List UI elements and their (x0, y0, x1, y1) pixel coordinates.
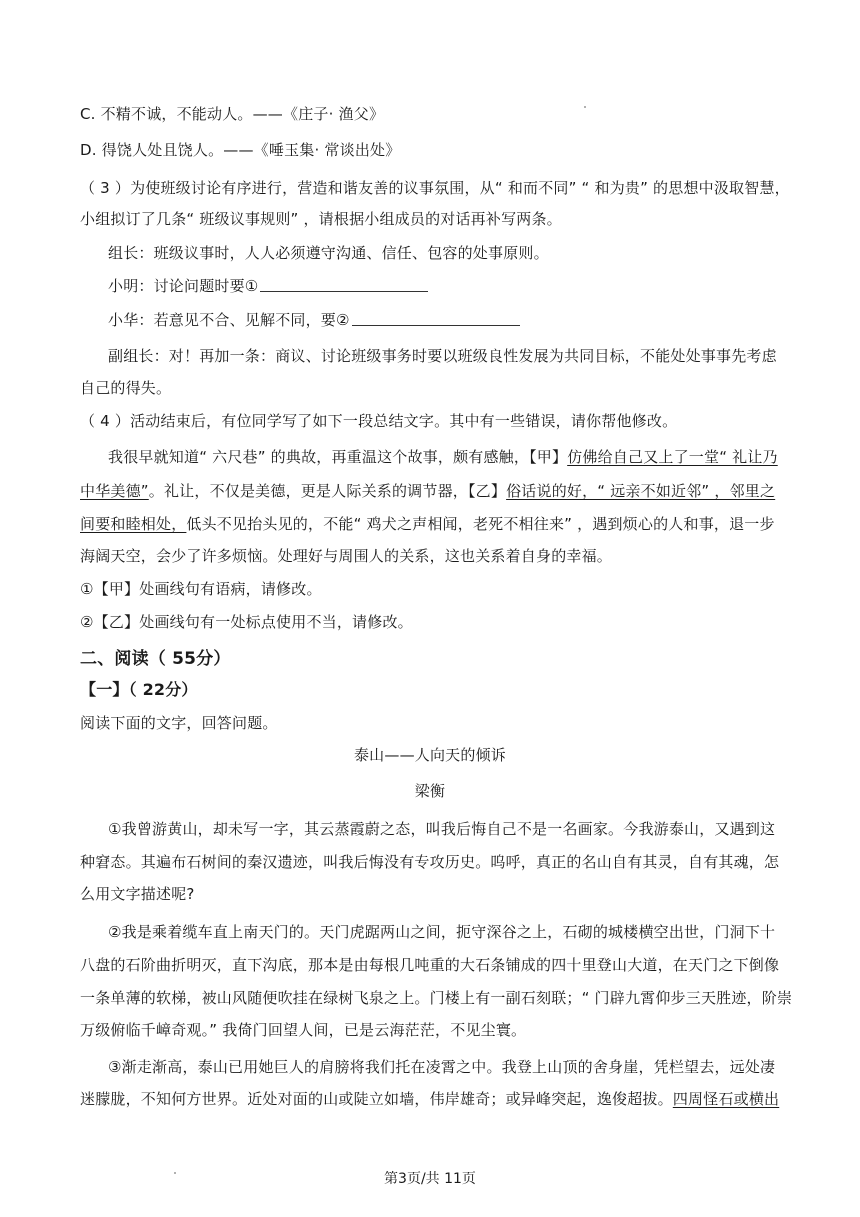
option-c: C. 不精不诚，不能动人。——《庄子· 渔父》 (80, 105, 385, 123)
underlined-sentence-p3: 四周怪石或横出 (672, 1090, 780, 1108)
section-heading-reading: 二、阅读（ 55分） (80, 649, 231, 669)
part-heading-1: 【一】（ 22分） (80, 680, 198, 699)
underlined-sentence-jia: 仿佛给自己又上了一堂“ 礼让乃 (567, 448, 778, 466)
question-4: （ 4 ）活动结束后，有位同学写了如下一段总结文字。其中有一些错误，请你帮他修改。 (80, 412, 678, 430)
summary-text: 。礼让，不仅是美德，更是人际关系的调节器，【乙】 (148, 482, 507, 500)
article-p1-line-3: 么用文字描述呢? (80, 885, 195, 903)
summary-line-4: 海阔天空，会少了许多烦恼。处理好与周围人的关系，这也关系着自身的幸福。 (80, 547, 613, 565)
question-3-line-2: 小组拟订了几条“ 班级议事规则” ，请根据小组成员的对话再补写两条。 (80, 210, 562, 228)
article-p2-line-2: 八盘的石阶曲折明灭，直下沟底，那本是由每根几吨重的大石条铺成的四十里登山大道，在天门之下倒像 (80, 956, 780, 974)
answer-blank-1[interactable] (260, 277, 428, 292)
dialogue-vice-line-1: 副组长：对！再加一条：商议、讨论班级事务时要以班级良性发展为共同目标，不能处处事事先考虑 (108, 347, 777, 365)
article-p2-line-1: ②我是乘着缆车直上南天门的。天门虎踞两山之间，扼守深谷之上，石砌的城楼横空出世，门洞下十 (108, 923, 776, 941)
summary-line-3 (80, 514, 775, 534)
dialogue-xiaoming-text: 小明：讨论问题时要① (108, 277, 259, 295)
article-author: 梁衡 (414, 782, 446, 800)
reading-instruction: 阅读下面的文字，回答问题。 (80, 714, 278, 732)
summary-line-2 (80, 481, 775, 501)
underlined-sentence-yi-end: 间要和睦相处， (80, 515, 187, 533)
article-p1-line-2: 种窘态。其遍布石树间的秦汉遗迹，叫我后悔没有专攻历史。呜呼，真正的名山自有其灵，自有其魂，怎 (80, 853, 780, 871)
option-d: D. 得饶人处且饶人。——《唾玉集· 常谈出处》 (80, 141, 401, 159)
article-p1-line-1: ①我曾游黄山，却未写一字，其云蒸霞蔚之态，叫我后悔自己不是一名画家。今我游泰山，又遇到这 (108, 820, 776, 838)
underlined-sentence-yi: 俗话说的好，“ 远亲不如近邻” ，邻里之 (506, 482, 776, 500)
dialogue-xiaohua-text: 小华：若意见不合、见解不同，要② (108, 311, 350, 329)
article-title: 泰山——人向天的倾诉 (353, 746, 506, 764)
page-footer: 第3页/共 11页 (384, 1171, 476, 1187)
fix-item-1: ①【甲】处画线句有语病，请修改。 (80, 580, 322, 598)
article-p3-line-2 (80, 1089, 779, 1109)
summary-line-1 (108, 447, 778, 467)
fix-item-2: ②【乙】处画线句有一处标点使用不当，请修改。 (80, 613, 413, 631)
answer-blank-2[interactable] (352, 311, 520, 326)
article-p2-line-4: 万级俯临千嶂奇观。” 我倚门回望人间，已是云海茫茫，不见尘寰。 (80, 1021, 527, 1039)
question-3-line-1: （ 3 ）为使班级讨论有序进行，营造和谐友善的议事氛围，从“ 和而不同” “ 和为贵” 的思想中汲取智慧， (80, 179, 790, 197)
dialogue-xiaohua (108, 310, 520, 330)
dialogue-xiaoming (108, 276, 428, 296)
summary-text: 低头不见抬头见的，不能“ 鸡犬之声相闻，老死不相往来” ，遇到烦心的人和事，退一步 (186, 515, 775, 533)
summary-text: 我很早就知道“ 六尺巷” 的典故，再重温这个故事，颇有感触，【甲】 (108, 448, 568, 466)
dialogue-vice-line-2: 自己的得失。 (80, 379, 172, 397)
dialogue-leader: 组长：班级议事时，人人必须遵守沟通、信任、包容的处事原则。 (108, 244, 549, 262)
article-p2-line-3: 一条单薄的软梯，被山风随便吹挂在绿树飞泉之上。门楼上有一副石刻联；“ 门辟九霄仰步三天胜迹，阶崇 (80, 989, 793, 1007)
underlined-sentence-jia-end: 中华美德” (80, 482, 149, 500)
scan-dot (584, 106, 586, 108)
article-p3-line-1: ③渐走渐高，泰山已用她巨人的肩膀将我们托在凌霄之中。我登上山顶的舍身崖，凭栏望去，远处凄 (108, 1058, 776, 1076)
article-text: 迷朦胧，不知何方世界。近处对面的山或陡立如墙，伟岸雄奇；或异峰突起，逸俊超拔。 (80, 1090, 673, 1108)
